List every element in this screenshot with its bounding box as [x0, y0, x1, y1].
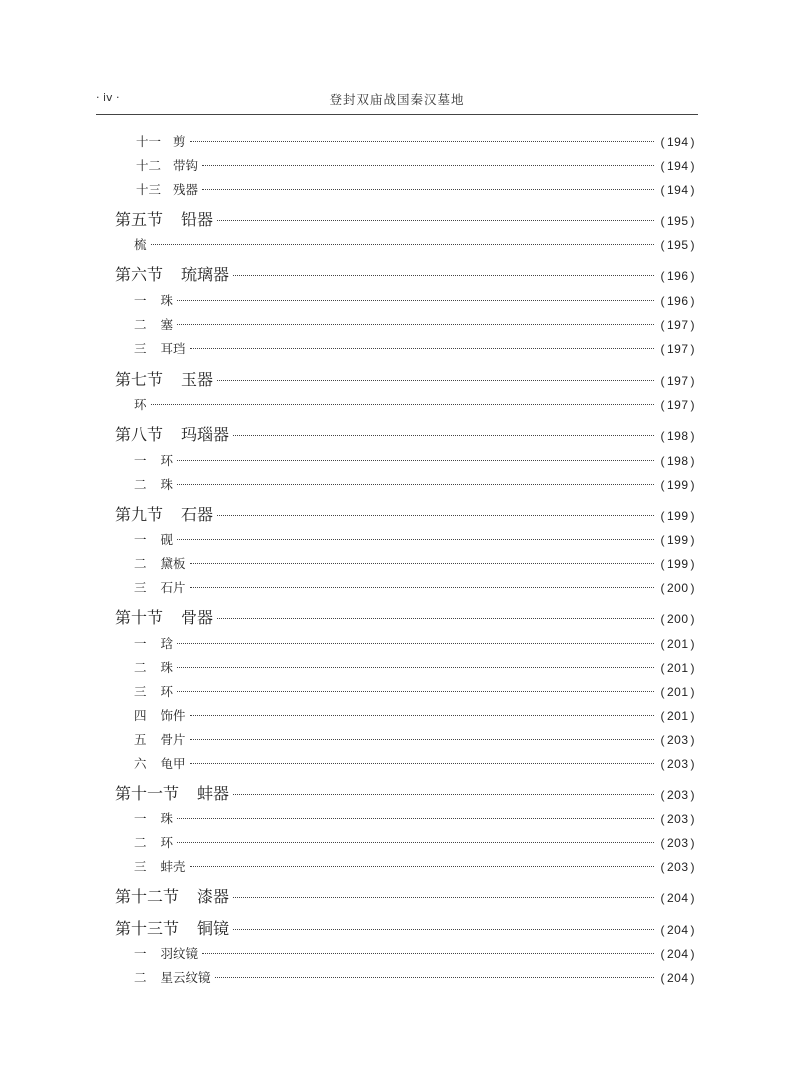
toc-entry [136, 180, 697, 198]
toc-page-number: ( 204 ) [660, 891, 695, 905]
toc-page-number: ( 204 ) [660, 947, 695, 961]
toc-entry-title: 石片 [160, 580, 186, 595]
toc-page-value: 198 [666, 429, 689, 443]
toc-page-number: ( 199 ) [660, 509, 695, 523]
toc-page-number: ( 194 ) [660, 159, 695, 173]
toc-entry-title: 耳珰 [160, 341, 186, 356]
toc-entry-title: 蚌壳 [160, 859, 186, 874]
toc-entry [136, 156, 697, 174]
dot-leader [177, 324, 654, 325]
toc-page-number: ( 201 ) [660, 709, 695, 723]
toc-entry [134, 554, 697, 572]
toc-page-number: ( 198 ) [660, 454, 695, 468]
toc-page-value: 199 [666, 557, 689, 571]
toc-entry-title: 环 [160, 684, 174, 699]
toc-entry-title: 带钩 [173, 158, 199, 173]
toc-entry-number: 第六节 [115, 265, 164, 284]
toc-entry-number: 四 [134, 708, 147, 723]
toc-entry-title: 残器 [173, 182, 199, 197]
dot-leader [151, 244, 655, 245]
toc-page-number: ( 203 ) [660, 788, 695, 802]
toc-entry-title: 玉器 [181, 370, 214, 389]
toc-entry-title: 珠 [160, 811, 174, 826]
dot-leader [202, 953, 654, 954]
toc-page-value: 197 [666, 318, 689, 332]
toc-entry-title: 骨器 [181, 608, 214, 627]
toc-entry-number: 第七节 [115, 370, 164, 389]
toc-page-value: 196 [666, 294, 689, 308]
toc-section-entry [115, 207, 697, 230]
toc-page-number: ( 204 ) [660, 923, 695, 937]
page-folio: · iv · [96, 91, 120, 104]
toc-page-value: 203 [666, 733, 689, 747]
toc-entry-title: 石器 [181, 505, 214, 524]
toc-page-value: 204 [666, 923, 689, 937]
toc-page-value: 195 [666, 238, 689, 252]
toc-page-value: 200 [666, 612, 689, 626]
dot-leader [233, 435, 654, 436]
dot-leader [190, 587, 655, 588]
dot-leader [190, 348, 655, 349]
dot-leader [177, 300, 654, 301]
toc-page-value: 203 [666, 788, 689, 802]
toc-entry-title: 琉璃器 [181, 265, 230, 284]
toc-entry [134, 944, 697, 962]
toc-entry [134, 730, 697, 748]
toc-entry-number: 第九节 [115, 505, 164, 524]
toc-entry-number: 一 [134, 946, 147, 961]
toc-page-value: 199 [666, 533, 689, 547]
dot-leader [217, 515, 654, 516]
toc-entry [134, 475, 697, 493]
toc-page-value: 198 [666, 454, 689, 468]
toc-page-value: 203 [666, 812, 689, 826]
toc-page-value: 197 [666, 374, 689, 388]
toc-entry-title: 蚌器 [197, 784, 230, 803]
toc-page-value: 197 [666, 342, 689, 356]
toc-page-number: ( 194 ) [660, 183, 695, 197]
dot-leader [177, 643, 654, 644]
dot-leader [217, 220, 654, 221]
dot-leader [190, 563, 655, 564]
dot-leader [177, 691, 654, 692]
toc-entry-number: 十三 [136, 182, 162, 197]
dot-leader [233, 275, 654, 276]
dot-leader [217, 618, 654, 619]
toc-page-number: ( 198 ) [660, 429, 695, 443]
toc-entry-number: 二 [134, 835, 147, 850]
toc-page-number: ( 203 ) [660, 860, 695, 874]
toc-entry-number: 第十一节 [115, 784, 180, 803]
toc-section-entry [115, 367, 697, 390]
toc-page-number: ( 196 ) [660, 294, 695, 308]
toc-page-value: 196 [666, 269, 689, 283]
toc-entry-number: 一 [134, 811, 147, 826]
toc-entry-number: 二 [134, 660, 147, 675]
dot-leader [177, 539, 654, 540]
toc-page-number: ( 197 ) [660, 374, 695, 388]
dot-leader [190, 141, 655, 142]
toc-page-value: 200 [666, 581, 689, 595]
toc-entry-number: 第十节 [115, 608, 164, 627]
toc-page-number: ( 197 ) [660, 342, 695, 356]
toc-page-value: 201 [666, 637, 689, 651]
toc-entry [134, 857, 697, 875]
toc-entry-title: 饰件 [160, 708, 186, 723]
toc-page-number: ( 201 ) [660, 685, 695, 699]
dot-leader [177, 842, 654, 843]
toc-entry [134, 395, 697, 413]
toc-entry-title: 玛瑙器 [181, 425, 230, 444]
toc-entry-title: 琀 [160, 636, 174, 651]
toc-entry-number: 一 [134, 293, 147, 308]
toc-entry [134, 291, 697, 309]
toc-page-value: 194 [666, 159, 689, 173]
toc-entry-title: 环 [160, 453, 174, 468]
dot-leader [190, 715, 655, 716]
toc-entry-title: 环 [134, 397, 147, 412]
toc-entry-title: 羽纹镜 [160, 946, 199, 961]
dot-leader [177, 484, 654, 485]
toc-entry [134, 634, 697, 652]
toc-entry-title: 珠 [160, 293, 174, 308]
toc-entry-number: 一 [134, 453, 147, 468]
toc-section-entry [115, 422, 697, 445]
toc-entry-number: 三 [134, 859, 147, 874]
toc-page-number: ( 195 ) [660, 238, 695, 252]
toc-entry-title: 铜镜 [197, 919, 230, 938]
toc-entry-title: 铅器 [181, 210, 214, 229]
toc-page-number: ( 203 ) [660, 836, 695, 850]
toc-page-value: 203 [666, 836, 689, 850]
toc-page-value: 194 [666, 183, 689, 197]
toc-entry-number: 二 [134, 556, 147, 571]
toc-entry-number: 三 [134, 684, 147, 699]
toc-page-value: 199 [666, 478, 689, 492]
toc-entry [136, 132, 697, 150]
toc-entry-title: 龟甲 [160, 756, 186, 771]
toc-entry-number: 十二 [136, 158, 162, 173]
toc-entry-number: 十一 [136, 134, 162, 149]
toc-page-value: 194 [666, 135, 689, 149]
toc-entry-number: 三 [134, 580, 147, 595]
toc-section-entry [115, 262, 697, 285]
toc-page-value: 204 [666, 971, 689, 985]
toc-entry [134, 809, 697, 827]
toc-entry-number: 五 [134, 732, 147, 747]
toc-page-number: ( 203 ) [660, 757, 695, 771]
toc-page-number: ( 203 ) [660, 733, 695, 747]
toc-entry [134, 754, 697, 772]
toc-page-value: 201 [666, 685, 689, 699]
toc-page-value: 204 [666, 891, 689, 905]
toc-entry [134, 833, 697, 851]
toc-page-value: 203 [666, 860, 689, 874]
toc-entry-title: 环 [160, 835, 174, 850]
toc-page-number: ( 204 ) [660, 971, 695, 985]
toc-page-number: ( 199 ) [660, 557, 695, 571]
toc-entry-title: 梳 [134, 237, 147, 252]
toc-page-number: ( 199 ) [660, 478, 695, 492]
toc-entry-title: 漆器 [197, 887, 230, 906]
toc-page-number: ( 197 ) [660, 398, 695, 412]
toc-page-number: ( 196 ) [660, 269, 695, 283]
toc-entry [134, 658, 697, 676]
toc-entry-title: 星云纹镜 [160, 970, 211, 985]
toc-entry-title: 珠 [160, 477, 174, 492]
toc-page-value: 203 [666, 757, 689, 771]
dot-leader [215, 977, 655, 978]
toc-page-value: 195 [666, 214, 689, 228]
toc-entry [134, 451, 697, 469]
toc-page-number: ( 194 ) [660, 135, 695, 149]
toc-section-entry [115, 605, 697, 628]
toc-entry [134, 235, 697, 253]
toc-entry [134, 706, 697, 724]
toc-entry [134, 968, 697, 986]
dot-leader [177, 818, 654, 819]
toc-section-entry [115, 502, 697, 525]
toc-entry-number: 六 [134, 756, 147, 771]
toc-entry [134, 578, 697, 596]
toc-page-number: ( 201 ) [660, 637, 695, 651]
toc-page-number: ( 201 ) [660, 661, 695, 675]
dot-leader [202, 189, 654, 190]
toc-entry [134, 315, 697, 333]
toc-entry-number: 第十二节 [115, 887, 180, 906]
dot-leader [177, 667, 654, 668]
toc-page-value: 204 [666, 947, 689, 961]
toc-page-value: 201 [666, 661, 689, 675]
toc-page-number: ( 195 ) [660, 214, 695, 228]
dot-leader [233, 929, 654, 930]
dot-leader [233, 794, 654, 795]
dot-leader [190, 866, 655, 867]
toc-page-value: 199 [666, 509, 689, 523]
toc-page-number: ( 203 ) [660, 812, 695, 826]
toc-entry-number: 一 [134, 636, 147, 651]
toc-page-value: 201 [666, 709, 689, 723]
toc-entry-number: 第五节 [115, 210, 164, 229]
dot-leader [177, 460, 654, 461]
toc-page-value: 197 [666, 398, 689, 412]
toc-entry-number: 一 [134, 532, 147, 547]
toc-entry-title: 剪 [173, 134, 186, 149]
toc-page-number: ( 200 ) [660, 612, 695, 626]
toc-entry [134, 530, 697, 548]
toc-page-number: ( 199 ) [660, 533, 695, 547]
toc-entry-number: 三 [134, 341, 147, 356]
dot-leader [202, 165, 654, 166]
toc-entry-title: 珠 [160, 660, 174, 675]
toc-entry-number: 二 [134, 317, 147, 332]
toc-entry [134, 682, 697, 700]
toc-entry-title: 砚 [160, 532, 174, 547]
toc-section-entry [115, 916, 697, 939]
dot-leader [151, 404, 655, 405]
dot-leader [233, 897, 654, 898]
toc-entry-number: 第八节 [115, 425, 164, 444]
book-title: 登封双庙战国秦汉墓地 [329, 92, 465, 107]
dot-leader [217, 380, 654, 381]
toc-page-number: ( 200 ) [660, 581, 695, 595]
toc-entry-number: 第十三节 [115, 919, 180, 938]
dot-leader [190, 763, 655, 764]
toc-entry-number: 二 [134, 970, 147, 985]
dot-leader [190, 739, 655, 740]
toc-section-entry [115, 781, 697, 804]
toc-page-number: ( 197 ) [660, 318, 695, 332]
toc-entry-title: 塞 [160, 317, 174, 332]
toc-entry-number: 二 [134, 477, 147, 492]
toc-entry-title: 骨片 [160, 732, 186, 747]
toc-section-entry [115, 884, 697, 907]
toc-entry [134, 339, 697, 357]
toc-entry-title: 黛板 [160, 556, 186, 571]
